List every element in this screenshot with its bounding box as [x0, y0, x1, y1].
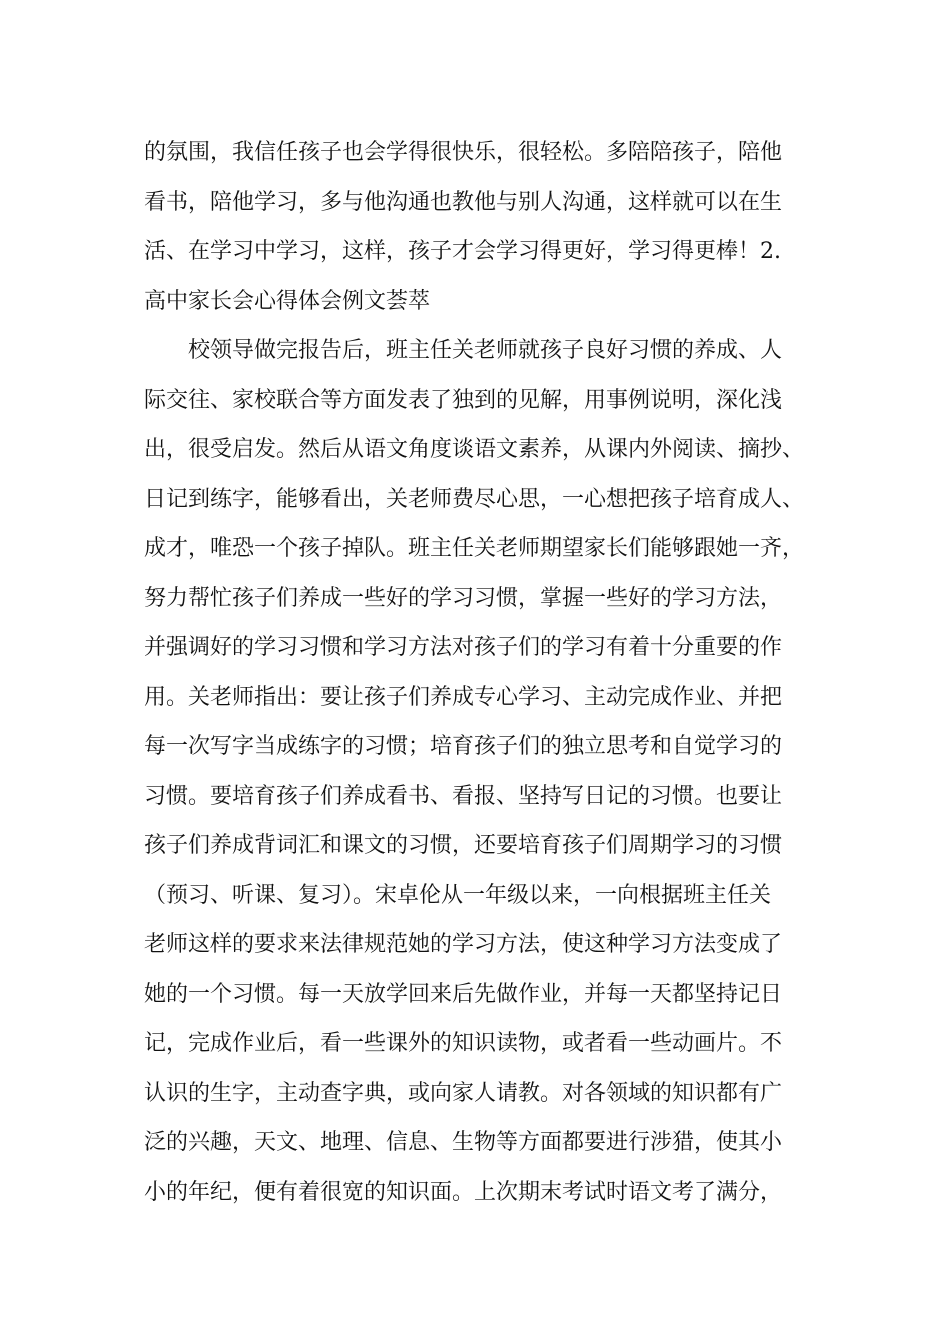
text-line: 校领导做完报告后，班主任关老师就孩子良好习惯的养成、人 — [144, 338, 783, 363]
text-line: 出，很受启发。然后从语文角度谈语文素养，从课内外阅读、摘抄、 — [144, 437, 805, 462]
text-line: 她的一个习惯。每一天放学回来后先做作业，并每一天都坚持记日 — [144, 981, 783, 1007]
text-line: 老师这样的要求来法律规范她的学习方法，使这种学习方法变成了 — [144, 932, 783, 957]
text-line: 每一次写字当成练字的习惯；培育孩子们的独立思考和自觉学习的 — [144, 734, 783, 759]
text-line: 日记到练字，能够看出，关老师费尽心思，一心想把孩子培育成人、 — [144, 486, 805, 512]
section-heading-line: 高中家长会心得体会例文荟萃 — [144, 288, 431, 314]
paragraph-1 — [144, 128, 824, 326]
text-line: 际交往、家校联合等方面发表了独到的见解，用事例说明，深化浅 — [144, 387, 783, 413]
text-line: 看书，陪他学习，多与他沟通也教他与别人沟通，这样就可以在生 — [144, 189, 783, 215]
text-line: 泛的兴趣，天文、地理、信息、生物等方面都要进行涉猎，使其小 — [144, 1130, 783, 1155]
text-line: （预习、听课、复习）。宋卓伦从一年级以来，一向根据班主任关 — [144, 882, 772, 908]
text-line: 并强调好的学习习惯和学习方法对孩子们的学习有着十分重要的作 — [144, 635, 783, 660]
text-line: 孩子们养成背词汇和课文的习惯，还要培育孩子们周期学习的习惯 — [144, 833, 783, 858]
text-line: 活、在学习中学习，这样，孩子才会学习得更好，学习得更棒！2. — [144, 239, 781, 264]
text-line: 努力帮忙孩子们养成一些好的学习习惯，掌握一些好的学习方法， — [144, 585, 783, 611]
text-line: 成才，唯恐一个孩子掉队。班主任关老师期望家长们能够跟她一齐， — [144, 536, 805, 561]
text-line: 的氛围，我信任孩子也会学得很快乐，很轻松。多陪陪孩子，陪他 — [144, 140, 783, 165]
text-line: 记，完成作业后，看一些课外的知识读物，或者看一些动画片。不 — [144, 1031, 783, 1056]
paragraph-2 — [144, 326, 824, 1217]
text-line: 用。关老师指出：要让孩子们养成专心学习、主动完成作业、并把 — [144, 684, 783, 710]
text-line: 小的年纪，便有着很宽的知识面。上次期末考试时语文考了满分， — [144, 1179, 783, 1205]
text-line: 习惯。要培育孩子们养成看书、看报、坚持写日记的习惯。也要让 — [144, 783, 783, 809]
text-line: 认识的生字，主动查字典，或向家人请教。对各领域的知识都有广 — [144, 1080, 783, 1106]
